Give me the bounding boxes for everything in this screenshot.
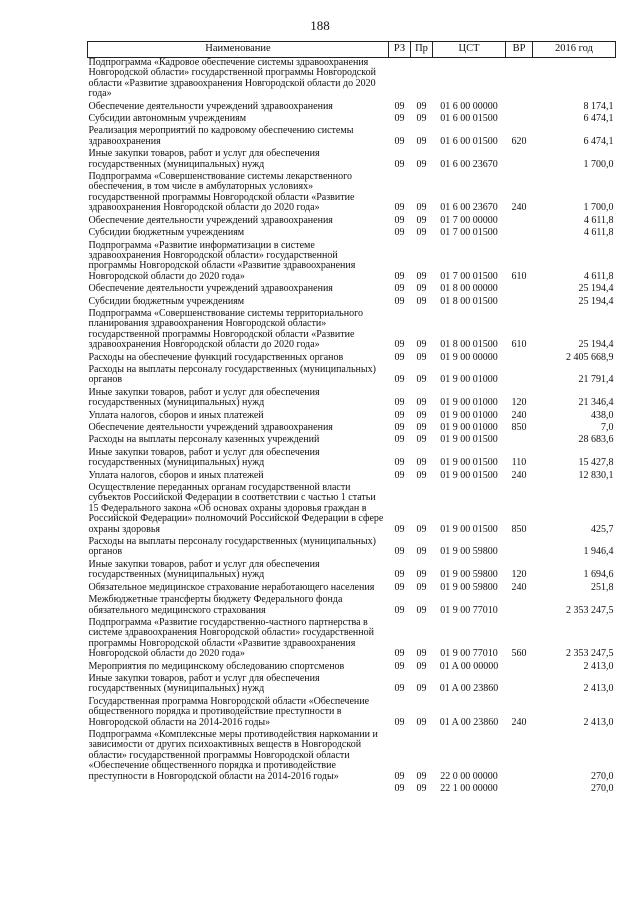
row-rz: 09 bbox=[394, 434, 405, 446]
row-amount: 251,8 bbox=[591, 581, 614, 593]
table-row bbox=[88, 365, 616, 388]
row-name: Субсидии автономным учреждениям bbox=[88, 113, 247, 125]
row-vr bbox=[506, 102, 533, 114]
row-amount: 425,7 bbox=[591, 523, 614, 535]
row-pr: 09 bbox=[416, 604, 427, 616]
row-rz: 09 bbox=[394, 158, 405, 170]
table-body bbox=[88, 58, 616, 797]
row-vr: 620 bbox=[511, 135, 527, 147]
row-amount: 2 413,0 bbox=[583, 683, 614, 695]
row-pr: 09 bbox=[416, 214, 427, 226]
row-amount: 4 611,8 bbox=[583, 270, 614, 282]
row-cst: 01 9 00 77010 bbox=[440, 648, 498, 660]
row-name: Подпрограмма «Кадровое обеспечение системы здравоохранения Новгородской области» государственной программы Новгородской области «Развитие здравоохранения Новгородской области до 2020 года» bbox=[88, 57, 376, 100]
row-amount: 6 474,1 bbox=[583, 113, 614, 125]
row-rz: 09 bbox=[394, 397, 405, 409]
row-cst: 01 6 00 23670 bbox=[440, 202, 498, 214]
row-pr: 09 bbox=[416, 457, 427, 469]
row-vr: 560 bbox=[511, 648, 527, 660]
row-vr bbox=[506, 114, 533, 126]
row-name: Обеспечение деятельности учреждений здравоохранения bbox=[88, 100, 333, 112]
row-name: Мероприятия по медицинскому обследованию спортсменов bbox=[88, 660, 345, 672]
row-cst: 01 9 00 59800 bbox=[440, 569, 498, 581]
row-pr: 09 bbox=[416, 374, 427, 386]
row-name: Подпрограмма «Комплексные меры противодействия наркомании и зависимости от других психоактивных веществ в Новгородской области» государственной программы Новгородской области «Обеспечение общественного порядка и противодействие преступности в Новгородской области на 2014-2016 годы» bbox=[88, 728, 378, 782]
row-amount: 270,0 bbox=[591, 783, 614, 794]
row-amount: 6 474,1 bbox=[583, 135, 614, 147]
row-pr: 09 bbox=[416, 770, 427, 782]
row-vr: 240 bbox=[511, 202, 527, 214]
table-row bbox=[88, 241, 616, 285]
row-amount: 2 413,0 bbox=[583, 716, 614, 728]
row-name: Субсидии бюджетным учреждениям bbox=[88, 295, 245, 307]
row-vr bbox=[506, 435, 533, 447]
row-name: Подпрограмма «Совершенствование системы территориального планирования здравоохранения Новгородской области» государственной программы Новгородской области «Развитие здравоохранения Новгородской области до 2020 года» bbox=[88, 307, 363, 351]
row-name: Уплата налогов, сборов и иных платежей bbox=[88, 469, 264, 481]
table-row bbox=[88, 309, 616, 353]
row-vr: 610 bbox=[511, 339, 527, 351]
row-pr: 09 bbox=[416, 648, 427, 660]
row-vr: 240 bbox=[511, 409, 527, 421]
row-cst: 01 8 00 01500 bbox=[440, 295, 498, 307]
row-name: Расходы на выплаты персоналу казенных учреждений bbox=[88, 434, 320, 446]
row-cst: 01 7 00 00000 bbox=[440, 214, 498, 226]
row-amount: 25 194,4 bbox=[578, 283, 614, 295]
table-row bbox=[88, 483, 616, 537]
row-vr bbox=[506, 297, 533, 309]
row-rz: 09 bbox=[394, 409, 405, 421]
row-amount: 15 427,8 bbox=[578, 457, 614, 469]
row-amount: 4 611,8 bbox=[583, 214, 614, 226]
row-vr bbox=[506, 284, 533, 296]
row-pr: 09 bbox=[416, 523, 427, 535]
row-vr bbox=[506, 353, 533, 365]
row-cst: 01 8 00 01500 bbox=[440, 339, 498, 351]
row-pr: 09 bbox=[416, 422, 427, 433]
row-cst: 01 9 00 00000 bbox=[440, 351, 498, 363]
row-amount: 1 946,4 bbox=[583, 546, 614, 558]
row-name bbox=[88, 784, 389, 796]
row-cst: 01 9 00 01000 bbox=[440, 409, 498, 421]
row-vr bbox=[506, 595, 533, 618]
budget-table bbox=[87, 41, 616, 796]
row-pr: 09 bbox=[416, 351, 427, 363]
table-row bbox=[88, 126, 616, 149]
row-name: Подпрограмма «Совершенствование системы лекарственного обеспечения, в том числе в амбулаторных условиях» государственной программы Новгородской области «Развитие здравоохранения Новгородской области до 2020 года» bbox=[88, 171, 355, 214]
row-amount: 1 700,0 bbox=[583, 202, 614, 214]
row-pr: 09 bbox=[416, 469, 427, 481]
row-vr bbox=[506, 662, 533, 674]
row-cst: 01 A 00 00000 bbox=[439, 660, 499, 672]
row-pr: 09 bbox=[416, 202, 427, 214]
row-rz: 09 bbox=[394, 683, 405, 695]
table-row bbox=[88, 435, 616, 447]
row-cst: 22 0 00 00000 bbox=[440, 770, 498, 782]
row-vr bbox=[506, 58, 533, 102]
row-amount: 438,0 bbox=[591, 409, 614, 421]
row-rz: 09 bbox=[394, 202, 405, 214]
row-pr: 09 bbox=[416, 113, 427, 125]
row-cst: 01 9 00 77010 bbox=[440, 604, 498, 616]
row-cst: 01 9 00 01000 bbox=[440, 374, 498, 386]
row-rz: 09 bbox=[394, 457, 405, 469]
row-vr: 240 bbox=[511, 469, 527, 481]
row-pr: 09 bbox=[416, 546, 427, 558]
row-pr: 09 bbox=[416, 581, 427, 593]
row-vr: 240 bbox=[511, 581, 527, 593]
row-name: Подпрограмма «Развитие информатизации в системе здравоохранения Новгородской области» государственной программы Новгородской области «Развитие здравоохранения Новгородской области до 2020 года» bbox=[88, 239, 356, 282]
row-rz: 09 bbox=[394, 214, 405, 226]
row-rz: 09 bbox=[394, 270, 405, 282]
row-name: Обеспечение деятельности учреждений здравоохранения bbox=[88, 283, 333, 295]
row-cst: 01 9 00 01500 bbox=[440, 457, 498, 469]
table-row bbox=[88, 674, 616, 697]
row-vr bbox=[506, 674, 533, 697]
row-amount: 270,0 bbox=[591, 770, 614, 782]
row-amount: 1 694,6 bbox=[583, 569, 614, 581]
row-vr: 120 bbox=[511, 569, 527, 581]
row-rz: 09 bbox=[394, 295, 405, 307]
row-rz: 09 bbox=[394, 648, 405, 660]
row-name: Иные закупки товаров, работ и услуг для обеспечения государственных (муниципальных) нужд bbox=[88, 558, 320, 581]
table-row bbox=[88, 228, 616, 240]
row-rz: 09 bbox=[394, 569, 405, 581]
table-row bbox=[88, 784, 616, 796]
header-vr: ВР bbox=[506, 42, 533, 58]
row-rz: 09 bbox=[394, 339, 405, 351]
row-rz: 09 bbox=[394, 660, 405, 672]
row-name: Расходы на выплаты персоналу государственных (муниципальных) органов bbox=[88, 363, 376, 386]
row-vr: 850 bbox=[511, 422, 527, 433]
row-rz: 09 bbox=[394, 581, 405, 593]
row-pr: 09 bbox=[416, 283, 427, 295]
row-cst: 01 9 00 59800 bbox=[440, 546, 498, 558]
header-rz: РЗ bbox=[389, 42, 411, 58]
row-rz: 09 bbox=[394, 546, 405, 558]
table-row bbox=[88, 697, 616, 730]
table-row bbox=[88, 537, 616, 560]
row-cst: 01 9 00 01500 bbox=[440, 523, 498, 535]
row-amount: 12 830,1 bbox=[578, 469, 614, 481]
row-name: Расходы на выплаты персоналу государственных (муниципальных) органов bbox=[88, 536, 376, 558]
row-rz: 09 bbox=[394, 604, 405, 616]
row-amount: 7,0 bbox=[601, 422, 614, 433]
row-name: Реализация мероприятий по кадровому обеспечению системы здравоохранения bbox=[88, 125, 354, 147]
table-row bbox=[88, 172, 616, 216]
row-name: Обеспечение деятельности учреждений здравоохранения bbox=[88, 214, 333, 226]
row-name: Иные закупки товаров, работ и услуг для обеспечения государственных (муниципальных) нужд bbox=[88, 672, 320, 695]
row-vr bbox=[506, 365, 533, 388]
row-rz: 09 bbox=[394, 227, 405, 239]
row-rz bbox=[389, 58, 411, 102]
row-pr: 09 bbox=[416, 783, 427, 794]
row-amount: 4 611,8 bbox=[583, 227, 614, 239]
row-name: Субсидии бюджетным учреждениям bbox=[88, 227, 245, 239]
row-cst: 22 1 00 00000 bbox=[440, 783, 498, 794]
row-amount: 21 346,4 bbox=[578, 397, 614, 409]
row-rz: 09 bbox=[394, 523, 405, 535]
row-rz: 09 bbox=[394, 113, 405, 125]
row-name: Иные закупки товаров, работ и услуг для обеспечения государственных (муниципальных) нужд bbox=[88, 446, 320, 469]
header-2016: 2016 год bbox=[533, 42, 616, 58]
row-cst: 01 7 00 01500 bbox=[440, 227, 498, 239]
row-name: Уплата налогов, сборов и иных платежей bbox=[88, 409, 264, 421]
table-row bbox=[88, 284, 616, 296]
table-row bbox=[88, 388, 616, 411]
row-cst: 01 A 00 23860 bbox=[439, 683, 499, 695]
row-pr: 09 bbox=[416, 434, 427, 446]
row-pr: 09 bbox=[416, 158, 427, 170]
row-cst: 01 7 00 01500 bbox=[440, 270, 498, 282]
row-pr: 09 bbox=[416, 397, 427, 409]
row-rz: 09 bbox=[394, 374, 405, 386]
row-pr: 09 bbox=[416, 683, 427, 695]
row-pr bbox=[411, 58, 433, 102]
row-amount: 2 353 247,5 bbox=[566, 648, 614, 660]
row-amount: 25 194,4 bbox=[578, 339, 614, 351]
row-name: Подпрограмма «Развитие государственно-частного партнерства в системе здравоохранения Новгородской области» государственной программы Новгородской области «Развитие здравоохранения Новгородской области до 2020 года» bbox=[88, 616, 374, 660]
row-pr: 09 bbox=[416, 660, 427, 672]
row-cst: 01 6 00 00000 bbox=[440, 100, 498, 112]
row-pr: 09 bbox=[416, 716, 427, 728]
row-pr: 09 bbox=[416, 569, 427, 581]
table-row bbox=[88, 730, 616, 784]
row-amount: 2 405 668,9 bbox=[566, 351, 614, 363]
row-vr: 610 bbox=[511, 270, 527, 282]
row-cst: 01 9 00 59800 bbox=[440, 581, 498, 593]
row-rz: 09 bbox=[394, 100, 405, 112]
row-cst: 01 6 00 01500 bbox=[440, 113, 498, 125]
row-vr: 850 bbox=[511, 523, 527, 535]
row-name: Межбюджетные трансферты бюджету Федерального фонда обязательного медицинского страхования bbox=[88, 594, 343, 616]
table-row bbox=[88, 560, 616, 583]
row-name: Иные закупки товаров, работ и услуг для обеспечения государственных (муниципальных) нужд bbox=[88, 386, 320, 409]
row-cst: 01 9 00 01000 bbox=[440, 397, 498, 409]
row-pr: 09 bbox=[416, 409, 427, 421]
row-name: Осуществление переданных органам государственной власти субъектов Российской Федерации в соответствии с частью 1 статьи 15 Федерального закона «Об основах охраны здоровья граждан в Российской Федерации» полномочий Российской Федерации в сфере охраны здоровья bbox=[88, 482, 384, 535]
row-name: Расходы на обеспечение функций государственных органов bbox=[88, 351, 344, 363]
row-amount bbox=[533, 58, 616, 102]
row-pr: 09 bbox=[416, 227, 427, 239]
row-vr bbox=[506, 149, 533, 172]
row-name: Обеспечение деятельности учреждений здравоохранения bbox=[88, 422, 333, 433]
row-pr: 09 bbox=[416, 339, 427, 351]
row-rz: 09 bbox=[394, 469, 405, 481]
row-cst: 01 9 00 01000 bbox=[440, 422, 498, 433]
row-rz: 09 bbox=[394, 716, 405, 728]
row-amount: 1 700,0 bbox=[583, 158, 614, 170]
row-amount: 25 194,4 bbox=[578, 295, 614, 307]
table-header bbox=[88, 42, 616, 58]
row-cst: 01 9 00 01500 bbox=[440, 469, 498, 481]
row-amount: 2 413,0 bbox=[583, 660, 614, 672]
page-number: 188 bbox=[310, 18, 330, 33]
row-vr: 240 bbox=[511, 716, 527, 728]
row-cst: 01 6 00 23670 bbox=[440, 158, 498, 170]
row-rz: 09 bbox=[394, 770, 405, 782]
row-rz: 09 bbox=[394, 422, 405, 433]
header-name: Наименование bbox=[88, 42, 389, 58]
row-vr bbox=[506, 537, 533, 560]
row-vr bbox=[506, 216, 533, 228]
row-amount: 8 174,1 bbox=[583, 100, 614, 112]
row-cst bbox=[433, 58, 506, 102]
header-pr: Пр bbox=[411, 42, 433, 58]
row-vr: 110 bbox=[511, 457, 527, 469]
table-row bbox=[88, 58, 616, 102]
header-cst: ЦСТ bbox=[433, 42, 506, 58]
row-amount: 21 791,4 bbox=[578, 374, 614, 386]
row-pr: 09 bbox=[416, 100, 427, 112]
row-name: Иные закупки товаров, работ и услуг для обеспечения государственных (муниципальных) нужд bbox=[88, 148, 320, 170]
row-vr bbox=[506, 730, 533, 784]
row-name: Обязательное медицинское страхование неработающего населения bbox=[88, 581, 375, 593]
row-rz: 09 bbox=[394, 351, 405, 363]
row-pr: 09 bbox=[416, 270, 427, 282]
row-vr bbox=[506, 784, 533, 796]
table-row bbox=[88, 448, 616, 471]
row-cst: 01 A 00 23860 bbox=[439, 716, 499, 728]
row-cst: 01 6 00 01500 bbox=[440, 135, 498, 147]
row-name: Государственная программа Новгородской области «Обеспечение общественного порядка и противодействие преступности в Новгородской области на 2014-2016 годы» bbox=[88, 695, 370, 728]
row-pr: 09 bbox=[416, 295, 427, 307]
row-cst: 01 8 00 00000 bbox=[440, 283, 498, 295]
row-vr: 120 bbox=[511, 397, 527, 409]
row-rz: 09 bbox=[394, 783, 405, 794]
row-amount: 2 353 247,5 bbox=[566, 604, 614, 616]
row-rz: 09 bbox=[394, 283, 405, 295]
table-row bbox=[88, 618, 616, 662]
row-amount: 28 683,6 bbox=[578, 434, 614, 446]
row-vr bbox=[506, 228, 533, 240]
table-row bbox=[88, 149, 616, 172]
table-row bbox=[88, 595, 616, 618]
row-pr: 09 bbox=[416, 135, 427, 147]
row-rz: 09 bbox=[394, 135, 405, 147]
row-cst: 01 9 00 01500 bbox=[440, 434, 498, 446]
